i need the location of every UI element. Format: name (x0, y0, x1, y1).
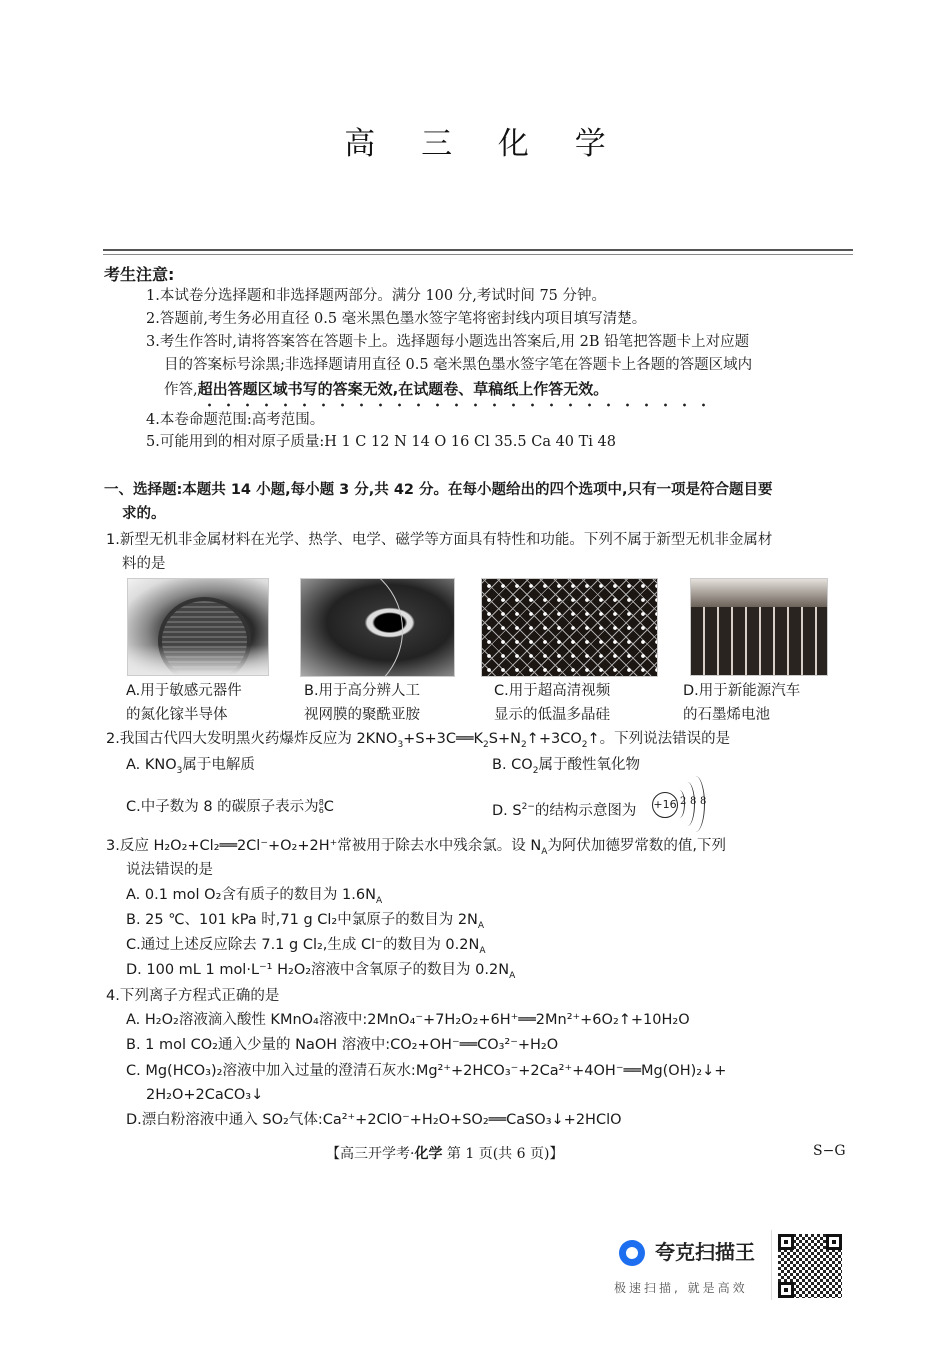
q3-option-b[interactable]: B. 25 ℃、101 kPa 时,71 g Cl₂中氯原子的数目为 $2N_A$ (126, 912, 485, 931)
q3-option-a[interactable]: A. 0.1 mol O₂含有质子的数目为 $1.6N_A$ (126, 887, 383, 906)
q2-option-a[interactable]: A. $KNO_3$属于电解质 (126, 757, 255, 776)
shell-1-count: 2 (680, 796, 687, 807)
q3-stem-cont: 说法错误的是 (126, 862, 213, 878)
notice-item-3: 3.考生作答时,请将答案答在答题卡上。选择题每小题选出答案后,用 2B 铅笔把答题卡上对应题 (146, 334, 750, 350)
notice-item-3-prefix: 作答, (164, 382, 198, 398)
q2-option-c[interactable]: C.中子数为 8 的碳原子表示为 8 6 C (126, 798, 334, 815)
battery-icon (691, 579, 827, 607)
q1-option-d-label-cont: 的石墨烯电池 (683, 707, 770, 723)
q1-stem-cont: 料的是 (122, 556, 166, 572)
q1-option-d-image (690, 578, 828, 676)
q1-option-a-label-cont: 的氮化镓半导体 (126, 707, 228, 723)
q3-stem: 3.反应 H₂O₂+Cl₂══2Cl⁻+O₂+2H⁺常被用于除去水中残余氯。设 $N_A$为阿伏加德罗常数的值,下列 (106, 838, 727, 857)
eye-icon (300, 578, 403, 677)
watermark-brand: 夸克扫描王 (655, 1240, 755, 1264)
q1-option-d-label[interactable]: D.用于新能源汽车 (683, 683, 801, 699)
q1-option-c-image (481, 578, 658, 677)
notice-heading: 考生注意: (104, 265, 175, 284)
header-divider-thin (103, 254, 853, 255)
section-1-heading: 一、选择题:本题共 14 小题,每小题 3 分,共 42 分。在每小题给出的四个选项中,只有一项是符合题目要 (104, 482, 773, 498)
paper-code: S−G (813, 1143, 846, 1159)
notice-item-3-cont2 (164, 378, 608, 401)
section-1-heading-cont: 求的。 (122, 506, 166, 522)
watermark-slogan: 极速扫描, 就是高效 (614, 1281, 748, 1295)
q1-option-c-label-cont: 显示的低温多晶硅 (494, 707, 610, 723)
q4-option-d[interactable]: D.漂白粉溶液中通入 SO₂气体:Ca²⁺+2ClO⁻+H₂O+SO₂══CaSO₃↓+2HClO (126, 1112, 622, 1128)
q2-option-d[interactable]: D. $S^{2-}$的结构示意图为 (492, 802, 637, 819)
notice-emphasis: 超出答题区域书写的答案无效,在试题卷、草稿纸上作答无效。 (197, 380, 609, 398)
shell-2-count: 8 (690, 796, 697, 807)
q1-stem: 1.新型无机非金属材料在光学、热学、电学、磁学等方面具有特性和功能。下列不属于新型无机非金属材 (106, 532, 773, 548)
q1-option-a-label[interactable]: A.用于敏感元器件 (126, 683, 242, 699)
notice-item-3-cont: 目的答案标号涂黑;非选择题请用直径 0.5 毫米黑色墨水签字笔在答题卡上各题的答题区域内 (164, 357, 753, 373)
qr-code[interactable] (776, 1232, 844, 1300)
page-title: 高 三 化 学 (344, 126, 624, 162)
notice-item-4: 4.本卷命题范围:高考范围。 (146, 412, 325, 428)
notice-item-5: 5.可能用到的相对原子质量:H 1 C 12 N 14 O 16 Cl 35.5 Ca 40 Ti 48 (146, 434, 616, 450)
q3-option-d[interactable]: D. 100 mL 1 mol·L⁻¹ H₂O₂溶液中含氧原子的数目为 $0.2N_A$ (126, 962, 516, 981)
notice-item-1: 1.本试卷分选择题和非选择题两部分。满分 100 分,考试时间 75 分钟。 (146, 288, 607, 304)
notice-item-2: 2.答题前,考生务必用直径 0.5 毫米黑色墨水签字笔将密封线内项目填写清楚。 (146, 311, 647, 327)
emphasis-dots (200, 403, 720, 407)
q2-stem: 2.我国古代四大发明黑火药爆炸反应为 $2KNO_3+S+3C══K_2S+N_2↑+3CO_2↑$。下列说法错误的是 (106, 731, 731, 750)
q4-option-c-cont: 2H₂O+2CaCO₃↓ (146, 1087, 264, 1103)
q4-stem: 4.下列离子方程式正确的是 (106, 988, 280, 1004)
quark-scanner-logo-icon (619, 1240, 645, 1266)
q1-option-b-label[interactable]: B.用于高分辨人工 (304, 683, 421, 699)
watermark-divider (771, 1230, 772, 1300)
q4-option-b[interactable]: B. 1 mol CO₂通入少量的 NaOH 溶液中:CO₂+OH⁻══CO₃²⁻+H₂O (126, 1037, 559, 1053)
q3-option-c[interactable]: C.通过上述反应除去 7.1 g Cl₂,生成 Cl⁻的数目为 $0.2N_A$ (126, 937, 486, 956)
q1-option-a-image (127, 578, 269, 676)
q4-option-a[interactable]: A. H₂O₂溶液滴入酸性 KMnO₄溶液中:2MnO₄⁻+7H₂O₂+6H⁺══2Mn²⁺+6O₂↑+10H₂O (126, 1012, 690, 1028)
header-divider (103, 249, 853, 251)
q1-option-b-label-cont: 视网膜的聚酰亚胺 (304, 707, 420, 723)
shell-3-count: 8 (700, 796, 707, 807)
nuclide-notation: 8 6 (318, 798, 324, 815)
q2-option-b[interactable]: B. $CO_2$属于酸性氧化物 (492, 757, 640, 776)
page-footer: 【高三开学考·化学 第 1 页(共 6 页)】 (326, 1146, 564, 1162)
q1-option-b-image (300, 578, 455, 677)
nucleus-circle: +16 (652, 792, 678, 818)
q4-option-c[interactable]: C. Mg(HCO₃)₂溶液中加入过量的澄清石灰水:Mg²⁺+2HCO₃⁻+2Ca²⁺+4OH⁻══Mg(OH)₂↓+ (126, 1063, 727, 1079)
q1-option-c-label[interactable]: C.用于超高清视频 (494, 683, 611, 699)
